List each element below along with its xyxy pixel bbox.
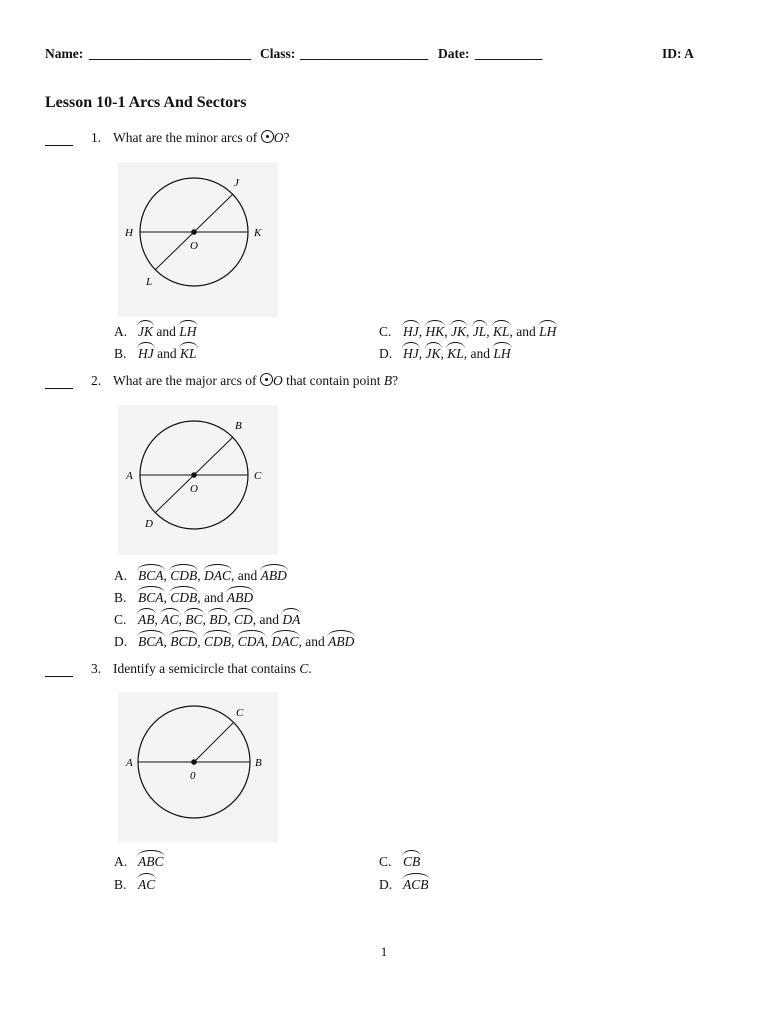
arc-notation: HJ	[403, 342, 419, 362]
question-text	[113, 130, 289, 146]
choice-2b[interactable]	[114, 586, 253, 606]
date-label: Date:	[438, 46, 470, 61]
choice-3d[interactable]	[379, 873, 429, 893]
arc-notation: ACB	[403, 873, 429, 893]
choice-letter: B.	[114, 590, 127, 605]
arc-notation: HJ	[138, 342, 154, 362]
arc-notation: AB	[138, 608, 155, 628]
circle-diagram-1	[118, 162, 278, 317]
arc-joiner: ,	[440, 346, 448, 361]
worksheet-header	[45, 46, 705, 66]
question-number: 3.	[91, 661, 102, 676]
answer-blank-3[interactable]	[45, 662, 73, 677]
arc-notation: KL	[180, 342, 197, 362]
answer-blank-2[interactable]	[45, 374, 73, 389]
arc-notation: BC	[185, 608, 202, 628]
arc-joiner: ,	[197, 634, 204, 649]
arc-notation: CDA	[238, 630, 265, 650]
arc-notation: LH	[539, 320, 556, 340]
question-variable: O	[272, 373, 283, 388]
question-text-part: ?	[392, 373, 399, 388]
arc-joiner: ,	[227, 612, 235, 627]
id-label: ID: A	[662, 46, 694, 61]
figure-background	[118, 162, 278, 317]
arc-joiner: ,	[163, 568, 171, 583]
question-text-part: that contain point	[282, 373, 384, 388]
arc-notation: ABC	[138, 850, 164, 870]
arc-joiner: ,	[197, 568, 204, 583]
arc-joiner: and	[153, 324, 180, 339]
name-field[interactable]: ________________________	[89, 46, 251, 61]
arc-notation: BCA	[138, 564, 164, 584]
class-label: Class:	[260, 46, 296, 61]
arc-joiner: and	[153, 346, 180, 361]
arc-joiner: , and	[197, 590, 227, 605]
label-a: A	[126, 757, 133, 769]
question-number: 2.	[91, 373, 102, 388]
choice-3b[interactable]	[114, 873, 155, 893]
arc-notation: DA	[282, 608, 300, 628]
label-b: B	[235, 420, 242, 432]
question-number: 1.	[91, 130, 102, 145]
choice-letter: C.	[379, 854, 392, 869]
arc-notation: AC	[138, 873, 155, 893]
choice-2a[interactable]	[114, 564, 287, 584]
arc-joiner: ,	[466, 324, 473, 339]
arc-joiner: , and	[509, 324, 540, 339]
choice-letter: A.	[114, 854, 128, 869]
arc-joiner: ,	[163, 634, 171, 649]
choice-letter: C.	[114, 612, 127, 627]
arc-notation: ABD	[328, 630, 354, 650]
arc-notation: DAC	[272, 630, 299, 650]
question-variable: C	[299, 661, 309, 676]
name-label: Name:	[45, 46, 84, 61]
label-zero: 0	[190, 770, 196, 782]
arc-joiner: , and	[298, 634, 329, 649]
label-j: J	[234, 177, 239, 189]
arc-notation: ABD	[227, 586, 253, 606]
arc-notation: KL	[493, 320, 510, 340]
arc-joiner: ,	[163, 590, 171, 605]
arc-notation: BD	[209, 608, 227, 628]
question-text-part: Identify a semicircle that contains	[113, 661, 300, 676]
choice-1b[interactable]	[114, 342, 197, 362]
question-text-part: ?	[283, 130, 290, 145]
question-variable: B	[383, 373, 393, 388]
arc-joiner: ,	[202, 612, 210, 627]
question-text-part: .	[308, 661, 312, 676]
arc-notation: CDB	[170, 564, 197, 584]
question-variable: O	[273, 130, 284, 145]
date-field[interactable]: __________	[475, 46, 543, 61]
choice-letter: D.	[379, 877, 393, 892]
choice-2c[interactable]	[114, 608, 300, 628]
choice-letter: A.	[114, 568, 128, 583]
question-text-part: What are the minor arcs of	[113, 130, 258, 145]
choice-2d[interactable]	[114, 630, 354, 650]
question-text-part: What are the major arcs of	[113, 373, 257, 388]
circle-dot-icon	[260, 373, 273, 386]
center-point	[191, 759, 197, 765]
arc-joiner: , and	[231, 568, 261, 583]
arc-joiner: ,	[154, 612, 162, 627]
label-c: C	[236, 707, 244, 719]
arc-notation: CD	[234, 608, 253, 628]
arc-joiner: ,	[486, 324, 494, 339]
lesson-title: Lesson 10-1 Arcs And Sectors	[45, 94, 247, 111]
arc-joiner: , and	[463, 346, 494, 361]
arc-notation: AC	[161, 608, 178, 628]
arc-notation: BCA	[138, 586, 164, 606]
choice-letter: B.	[114, 346, 127, 361]
label-o: O	[190, 240, 198, 252]
arc-notation: CDB	[170, 586, 197, 606]
choice-letter: D.	[379, 346, 393, 361]
question-text	[113, 373, 398, 389]
label-a: A	[126, 470, 133, 482]
circle-diagram-3	[118, 692, 278, 842]
label-o: O	[190, 483, 198, 495]
choice-letter: B.	[114, 877, 127, 892]
label-b: B	[255, 757, 262, 769]
arc-notation: CB	[403, 850, 420, 870]
arc-notation: JK	[451, 320, 466, 340]
arc-joiner: ,	[178, 612, 186, 627]
center-point	[191, 229, 197, 235]
choice-letter: A.	[114, 324, 128, 339]
class-field[interactable]: ___________________	[300, 46, 429, 61]
arc-notation: LH	[493, 342, 510, 362]
page-number: 1	[380, 944, 388, 959]
arc-joiner: ,	[418, 346, 426, 361]
arc-notation: JK	[426, 342, 441, 362]
arc-notation: JL	[473, 320, 487, 340]
figure-background	[118, 692, 278, 842]
arc-notation: BCA	[138, 630, 164, 650]
arc-notation: HK	[426, 320, 445, 340]
circle-diagram-2	[118, 405, 278, 555]
label-d: D	[145, 518, 153, 530]
choice-letter: C.	[379, 324, 392, 339]
choice-1d[interactable]	[379, 342, 511, 362]
arc-joiner: ,	[418, 324, 426, 339]
question-text	[113, 661, 312, 677]
arc-joiner: ,	[444, 324, 452, 339]
circle-dot-icon	[261, 130, 274, 143]
arc-joiner: ,	[264, 634, 272, 649]
arc-notation: DAC	[204, 564, 231, 584]
center-point	[191, 472, 197, 478]
arc-notation: CDB	[204, 630, 231, 650]
answer-blank-1[interactable]	[45, 131, 73, 146]
arc-notation: BCD	[170, 630, 197, 650]
label-k: K	[254, 227, 262, 239]
arc-notation: KL	[447, 342, 464, 362]
choice-1a[interactable]	[114, 320, 197, 340]
arc-joiner: ,	[231, 634, 238, 649]
arc-notation: LH	[179, 320, 196, 340]
label-h: H	[125, 227, 133, 239]
choice-3c[interactable]	[379, 850, 420, 870]
arc-notation: HJ	[403, 320, 419, 340]
choice-1c[interactable]	[379, 320, 556, 340]
arc-joiner: , and	[252, 612, 283, 627]
choice-letter: D.	[114, 634, 128, 649]
label-l: L	[146, 276, 153, 288]
arc-notation: ABD	[261, 564, 287, 584]
label-c: C	[254, 470, 262, 482]
arc-notation: JK	[138, 320, 153, 340]
choice-3a[interactable]	[114, 850, 164, 870]
